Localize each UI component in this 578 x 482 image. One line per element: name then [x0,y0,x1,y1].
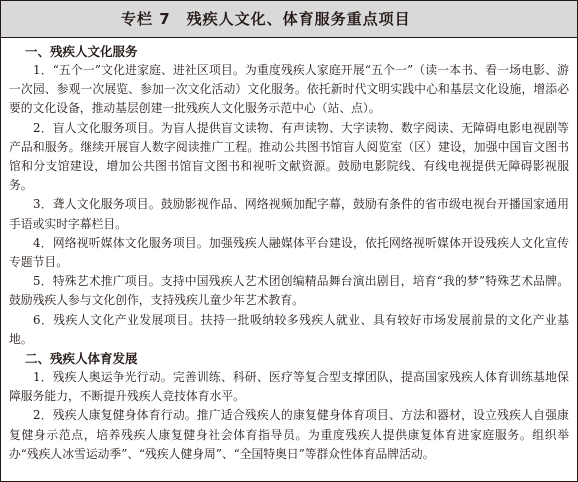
list-item [9,119,569,196]
list-item [9,195,569,233]
item-lead: 6．残疾人文化产业发展项目。 [33,312,201,327]
box-title: 残疾人文化、体育服务重点项目 [186,10,411,28]
item-text: 完善训练、科研、医疗等复合型支撑团队，提高国家残疾人体育训练基地保障服务能力，不断提升残疾人竞技体育水平。 [9,370,569,404]
item-text: 支持中国残疾人艺术团创编精品舞台演出剧目，培育“我的梦”特殊艺术品牌。鼓励残疾人参与文化创作，支持残疾儿童少年艺术教育。 [9,274,569,308]
item-lead: 2．盲人文化服务项目。 [33,120,161,135]
section-heading-culture: 一、残疾人文化服务 [25,44,138,59]
item-lead: 3．聋人文化服务项目。 [33,197,161,212]
item-lead: 4．网络视听媒体文化服务项目。 [33,235,209,250]
item-lead: 5．特殊艺术推广项目。 [33,274,161,289]
box-label: 专栏 7 [121,10,171,28]
box-title-bar [1,1,577,38]
list-item [9,406,569,464]
list-item [9,272,569,310]
item-text: 为重度残疾人家庭开展“五个一”（读一本书、看一场电影、游一次园、参观一次展览、参加一次文化活动）文化服务。依托新时代文明实践中心和基层文化设施，增添必要的文化设备，推动基层创建一批残疾人文化服务示范中心（站、点）。 [9,63,569,116]
item-text: 为盲人提供盲文读物、有声读物、大字读物、数字阅读、无障碍电影电视剧等产品和服务。继续开展盲人数字阅读推广工程。推动公共图书馆盲人阅览室（区）建设，加强中国盲文图书馆和分支馆建设，增加公共图书馆盲文图书和视听文献资源。鼓励电影院线、有线电视提供无障碍影视服务。 [9,120,569,193]
list-item [9,311,569,349]
item-lead: 1．残疾人奥运争光行动。 [33,370,173,385]
item-lead: 2．残疾人康复健身体育行动。 [33,408,197,423]
item-text: 推广适合残疾人的康复健身体育项目、方法和器材，设立残疾人自强康复健身示范点，培养残疾人康复健身社会体育指导员。为重度残疾人提供康复体育进家庭服务。组织举办“残疾人冰雪运动季”、“残疾人健身周”、“全国特奥日”等群众性体育品牌活动。 [9,408,569,461]
box-content [9,42,569,464]
item-text: 加强残疾人融媒体平台建设，依托网络视听媒体开设残疾人文化宣传专题节目。 [9,235,569,270]
item-lead: 1．“五个一”文化进家庭、进社区项目。 [33,63,245,77]
list-item [9,234,569,272]
section-heading-sports: 二、残疾人体育发展 [25,351,138,367]
item-text: 鼓励影视作品、网络视频加配字幕，鼓励有条件的省市级电视台开播国家通用手语或实时字幕栏目。 [9,197,569,231]
list-item [9,61,569,119]
list-item [9,368,569,406]
item-text: 扶持一批吸纳较多残疾人就业、具有较好市场发展前景的文化产业基地。 [9,312,569,346]
